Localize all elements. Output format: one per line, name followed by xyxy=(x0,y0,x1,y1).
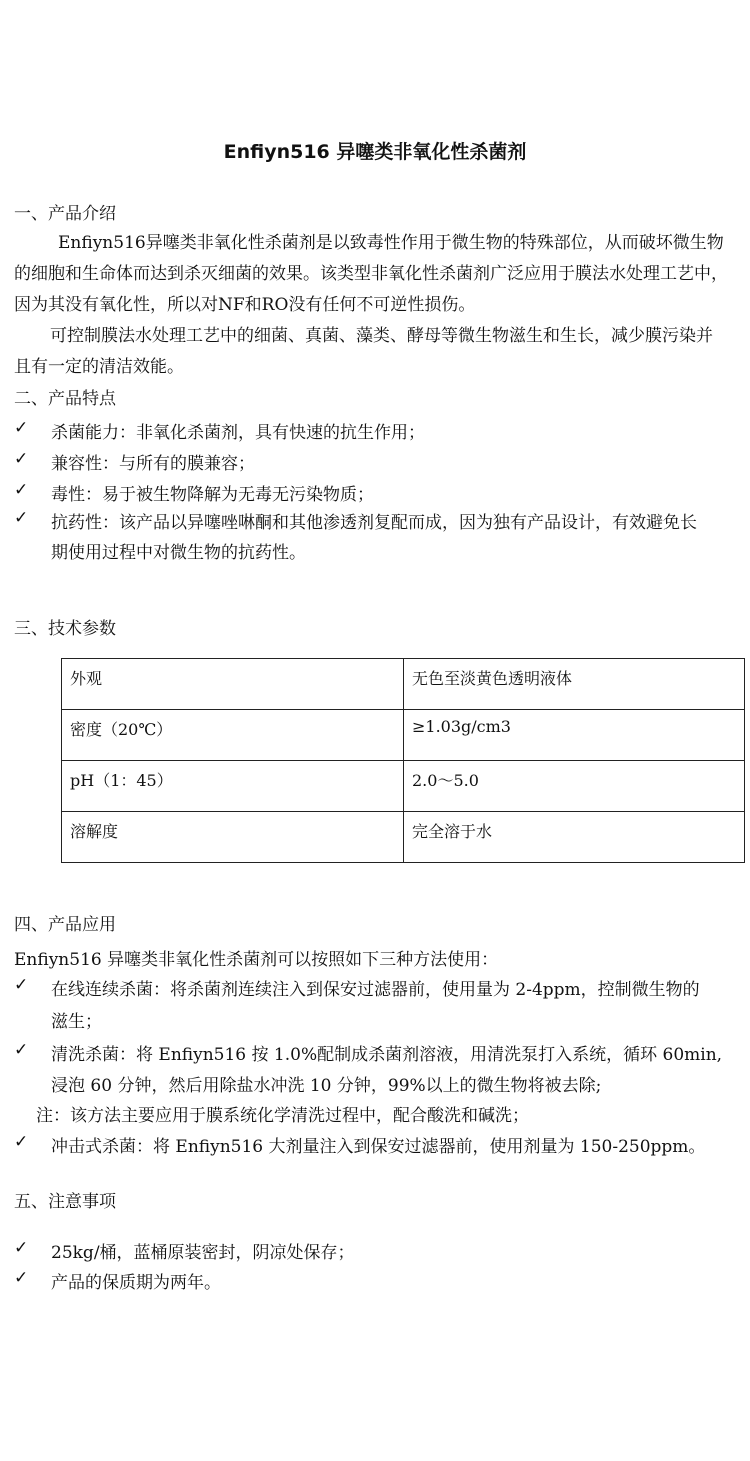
checkmark-icon: ✓ xyxy=(14,508,29,528)
list-item-continuation: 浸泡 60 分钟，然后用除盐水冲洗 10 分钟，99%以上的微生物将被去除; xyxy=(51,1076,602,1096)
spec-label: 溶解度 xyxy=(62,812,404,863)
paragraph-line: Enfiyn516 异噻类非氧化性杀菌剂可以按照如下三种方法使用： xyxy=(14,950,499,970)
section-heading-specs: 三、技术参数 xyxy=(14,619,116,639)
checkmark-icon: ✓ xyxy=(14,975,29,995)
checkmark-icon: ✓ xyxy=(14,418,29,438)
spec-value: ≥1.03g/cm3 xyxy=(404,710,745,761)
checkmark-icon: ✓ xyxy=(14,1040,29,1060)
document-title: Enfiyn516 异噻类非氧化性杀菌剂 xyxy=(223,141,527,163)
spec-label: pH（1：45） xyxy=(62,761,404,812)
paragraph-line: 可控制膜法水处理工艺中的细菌、真菌、藻类、酵母等微生物滋生和生长，减少膜污染并 xyxy=(50,326,713,346)
table-row xyxy=(62,761,745,812)
paragraph-line: 的细胞和生命体而达到杀灭细菌的效果。该类型非氧化性杀菌剂广泛应用于膜法水处理工艺中， xyxy=(14,264,728,284)
table-row xyxy=(62,659,745,710)
checkmark-icon: ✓ xyxy=(14,1268,29,1288)
list-item: 兼容性：与所有的膜兼容； xyxy=(51,454,255,474)
spec-value: 无色至淡黄色透明液体 xyxy=(404,659,745,710)
section-heading-application: 四、产品应用 xyxy=(14,915,116,935)
list-item: 25kg/桶，蓝桶原装密封，阴凉处保存； xyxy=(51,1243,355,1263)
list-item: 产品的保质期为两年。 xyxy=(51,1273,221,1293)
spec-value: 完全溶于水 xyxy=(404,812,745,863)
list-item-continuation: 期使用过程中对微生物的抗药性。 xyxy=(51,543,306,563)
spec-value: 2.0～5.0 xyxy=(404,761,745,812)
spec-table xyxy=(61,658,745,863)
list-item: 毒性：易于被生物降解为无毒无污染物质； xyxy=(51,485,374,505)
section-heading-intro: 一、产品介绍 xyxy=(14,204,116,224)
checkmark-icon: ✓ xyxy=(14,449,29,469)
note-text: 注：该方法主要应用于膜系统化学清洗过程中，配合酸洗和碱洗； xyxy=(36,1106,529,1126)
list-item: 在线连续杀菌：将杀菌剂连续注入到保安过滤器前，使用量为 2-4ppm，控制微生物的 xyxy=(51,980,700,1000)
spec-label: 外观 xyxy=(62,659,404,710)
checkmark-icon: ✓ xyxy=(14,1238,29,1258)
checkmark-icon: ✓ xyxy=(14,480,29,500)
paragraph-line: Enfiyn516异噻类非氧化性杀菌剂是以致毒性作用于微生物的特殊部位，从而破坏微生物 xyxy=(58,233,724,253)
list-item: 杀菌能力：非氧化杀菌剂，具有快速的抗生作用； xyxy=(51,423,425,443)
table-row xyxy=(62,812,745,863)
paragraph-line: 且有一定的清洁效能。 xyxy=(14,357,184,377)
list-item-continuation: 滋生； xyxy=(51,1012,102,1032)
checkmark-icon: ✓ xyxy=(14,1132,29,1152)
paragraph-line: 因为其没有氧化性，所以对NF和RO没有任何不可逆性损伤。 xyxy=(14,295,476,315)
list-item: 清洗杀菌：将 Enfiyn516 按 1.0%配制成杀菌剂溶液，用清洗泵打入系统，循环 60min, xyxy=(51,1045,723,1065)
spec-label: 密度（20℃） xyxy=(62,710,404,761)
list-item: 抗药性：该产品以异噻唑啉酮和其他渗透剂复配而成，因为独有产品设计，有效避免长 xyxy=(51,513,697,533)
list-item: 冲击式杀菌：将 Enfiyn516 大剂量注入到保安过滤器前，使用剂量为 150-250ppm。 xyxy=(51,1137,706,1157)
section-heading-features: 二、产品特点 xyxy=(14,389,116,409)
section-heading-notes: 五、注意事项 xyxy=(14,1192,116,1212)
table-row xyxy=(62,710,745,761)
